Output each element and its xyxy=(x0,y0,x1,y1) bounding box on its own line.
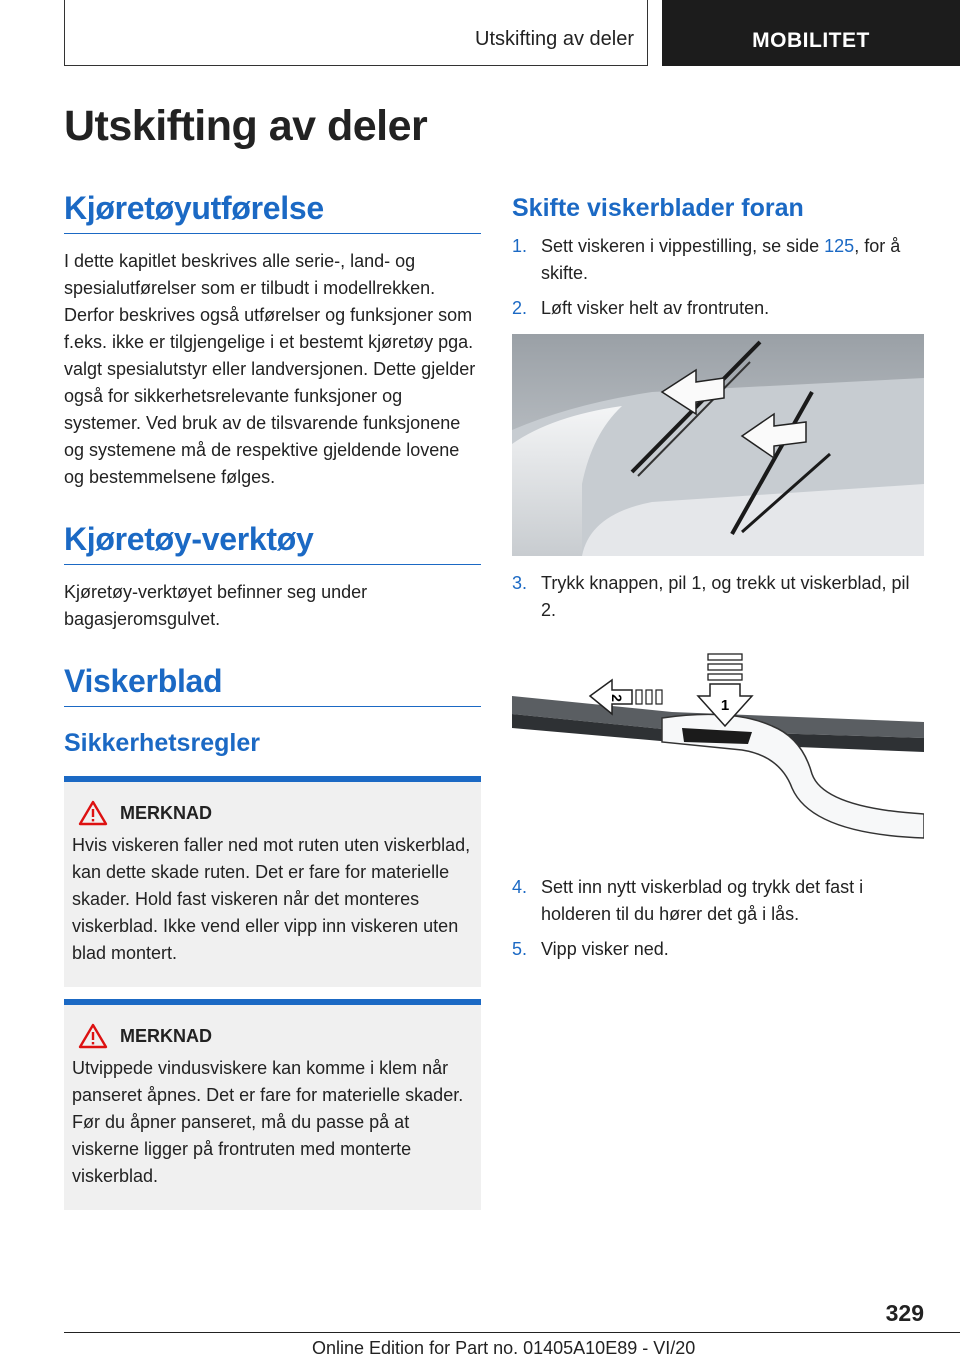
step-text: Sett viskeren i vippestilling, se side 125, for å skifte. xyxy=(541,236,901,283)
heading-safety: Sikkerhetsregler xyxy=(64,729,260,757)
warning-icon xyxy=(78,800,108,826)
heading-variant: Kjøretøyutførelse xyxy=(64,190,481,234)
notice-text: Utvippede vindusviskere kan komme i klem når panseret åpnes. Det er fare for materielle skader. Før du åpner panseret, må du passe på at viskerne ligger på frontruten med monterte viskerblad. xyxy=(72,1058,464,1186)
heading-replace-wipers: Skifte viskerblader foran xyxy=(512,194,804,222)
heading-tools: Kjøretøy-verktøy xyxy=(64,521,481,565)
notice-label: MERKNAD xyxy=(120,1025,212,1046)
step-number: 5. xyxy=(512,939,528,959)
arrow-label-2: 2 xyxy=(609,694,625,702)
step-item xyxy=(512,936,924,963)
notice-header xyxy=(72,800,473,826)
step-number: 3. xyxy=(512,573,528,593)
left-column xyxy=(64,190,481,1222)
step-text: Løft visker helt av frontruten. xyxy=(541,298,770,318)
notice-box xyxy=(64,776,481,987)
wiper-illustration xyxy=(512,334,924,556)
page-title: Utskifting av deler xyxy=(64,102,428,150)
step-text: Vipp visker ned. xyxy=(541,939,669,959)
figure-windshield-wipers xyxy=(512,334,924,556)
step-item xyxy=(512,570,924,624)
step-item xyxy=(512,295,924,322)
step-number: 2. xyxy=(512,298,528,318)
page-number: 329 xyxy=(885,1300,924,1326)
step-number: 1. xyxy=(512,236,528,256)
notice-label: MERKNAD xyxy=(120,802,212,823)
figure-blade-release xyxy=(512,638,924,860)
notice-box xyxy=(64,999,481,1210)
notice-text: Hvis viskeren faller ned mot ruten uten viskerblad, kan dette skade ruten. Det er fare for materielle skader. Hold fast viskeren når det monteres viskerblad. Ikke vend eller vipp inn viskeren uten blad montert. xyxy=(72,835,471,963)
page-header xyxy=(0,0,960,66)
blade-release-illustration xyxy=(512,638,924,860)
page-link[interactable]: 125 xyxy=(824,236,855,256)
paragraph-tools: Kjøretøy-verktøyet befinner seg under bagasjeromsgulvet. xyxy=(64,582,368,629)
notice-header xyxy=(72,1023,473,1049)
header-section-title: Utskifting av deler xyxy=(475,28,634,50)
step-text: Sett inn nytt viskerblad og trykk det fast i holderen til du hører det gå i lås. xyxy=(541,877,864,924)
step-item xyxy=(512,233,924,287)
footer-divider xyxy=(64,1332,960,1333)
step-item xyxy=(512,874,924,928)
heading-wiper: Viskerblad xyxy=(64,663,481,707)
step-number: 4. xyxy=(512,877,528,897)
arrow-label-1: 1 xyxy=(720,697,730,714)
paragraph-variant: I dette kapitlet beskrives alle serie-, land- og spesialutførelser som er tilbudt i modellrekken. Derfor beskrives også utførelser og funksjoner som f.eks. ikke er tilgjengelige i et bestemt kjøretøy pga. valgt spesialutstyr eller landversjonen. Dette gjelder også for sikkerhetsrelevante funksjoner og systemer. Ved bruk av de tilsvarende funksjonene og systemene må de respektive gjeldende lovene og bestemmelsene følges. xyxy=(64,251,476,487)
footer-edition: Online Edition for Part no. 01405A10E89 - VI/20 xyxy=(312,1338,696,1358)
step-text: Trykk knappen, pil 1, og trekk ut viskerblad, pil 2. xyxy=(541,573,910,620)
right-column xyxy=(512,194,924,971)
warning-icon xyxy=(78,1023,108,1049)
header-chapter-tab[interactable]: MOBILITET xyxy=(662,0,960,66)
